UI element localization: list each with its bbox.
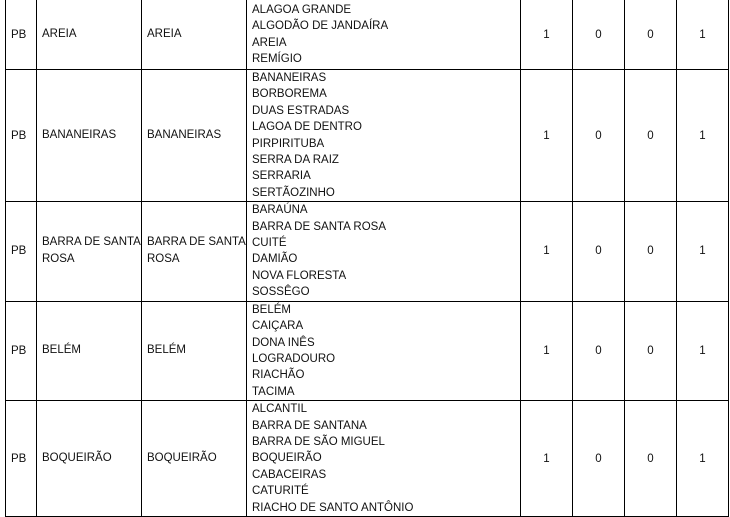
count-cell-3: 0 [625,401,677,517]
count-cell-1: 1 [521,301,573,400]
count-cell-4: 1 [677,202,729,301]
municipality-item: BORBOREMA [252,88,327,101]
count-cell-4: 1 [677,401,729,517]
municipality-item: SOSSÊGO [252,286,310,299]
region-name-cell: BOQUEIRÃO [142,401,247,517]
region-name-cell: BANANEIRAS [142,70,247,202]
region-name-cell: BARRA DE SANTA ROSA [142,202,247,301]
table-row [6,401,729,517]
municipality-item: LOGRADOURO [252,352,336,365]
count-cell-3: 0 [625,0,677,70]
municipality-item: BARAÚNA [252,204,308,217]
municipality-list-cell [247,202,521,301]
region-cell: BELÉM [37,301,142,400]
region-cell: BOQUEIRÃO [37,401,142,517]
count-cell-2: 0 [573,70,625,202]
municipality-item: DAMIÃO [252,253,298,266]
municipality-list-cell [247,401,521,517]
municipality-item: ALAGOA GRANDE [252,3,352,16]
uf-cell: PB [6,202,37,301]
municipality-item: LAGOA DE DENTRO [252,121,362,134]
municipality-item: RIACHÃO [252,369,305,382]
municipality-item: BARRA DE SÃO MIGUEL [252,435,385,448]
municipality-table [5,0,729,517]
municipality-list-cell [247,301,521,400]
municipality-item: NOVA FLORESTA [252,269,347,282]
municipality-item: SERRARIA [252,170,311,183]
municipality-item: ALCANTIL [252,403,307,416]
municipality-item: BARRA DE SANTANA [252,419,367,432]
municipality-item: SERRA DA RAIZ [252,154,339,167]
municipality-item: ALGODÃO DE JANDAÍRA [252,20,389,33]
municipality-list-cell [247,70,521,202]
count-cell-1: 1 [521,401,573,517]
municipality-item: CAIÇARA [252,320,304,333]
count-cell-2: 0 [573,401,625,517]
municipality-item: BELÉM [252,303,291,316]
table-row [6,0,729,70]
table-body [6,0,729,516]
municipality-item: SERTÃOZINHO [252,186,335,199]
municipality-item: AREIA [252,36,287,49]
municipality-item: BANANEIRAS [252,72,327,84]
uf-cell: PB [6,70,37,202]
count-cell-4: 1 [677,0,729,70]
count-cell-3: 0 [625,301,677,400]
municipality-item: BOQUEIRÃO [252,452,322,465]
municipality-item: TACIMA [252,385,295,398]
count-cell-2: 0 [573,301,625,400]
count-cell-3: 0 [625,202,677,301]
region-name-cell: AREIA [142,0,247,70]
municipality-item: REMÍGIO [252,52,302,65]
region-cell: AREIA [37,0,142,70]
uf-cell: PB [6,0,37,70]
count-cell-4: 1 [677,70,729,202]
count-cell-1: 1 [521,0,573,70]
table-row [6,70,729,202]
municipality-item: BARRA DE SANTA ROSA [252,220,386,233]
uf-cell: PB [6,301,37,400]
municipality-item: CATURITÉ [252,485,309,498]
municipality-item: RIACHO DE SANTO ANTÔNIO [252,501,414,514]
uf-cell: PB [6,401,37,517]
table-row [6,301,729,400]
region-cell: BANANEIRAS [37,70,142,202]
region-name-cell: BELÉM [142,301,247,400]
municipality-list-cell [247,0,521,70]
table-row [6,202,729,301]
municipality-item: CABACEIRAS [252,468,327,481]
municipality-item: CUITÉ [252,237,287,250]
region-cell: BARRA DE SANTA ROSA [37,202,142,301]
count-cell-1: 1 [521,202,573,301]
count-cell-1: 1 [521,70,573,202]
municipality-item: DONA INÊS [252,336,315,349]
count-cell-2: 0 [573,202,625,301]
municipality-item: DUAS ESTRADAS [252,104,350,117]
count-cell-3: 0 [625,70,677,202]
count-cell-4: 1 [677,301,729,400]
municipality-item: PIRPIRITUBA [252,137,325,150]
count-cell-2: 0 [573,0,625,70]
